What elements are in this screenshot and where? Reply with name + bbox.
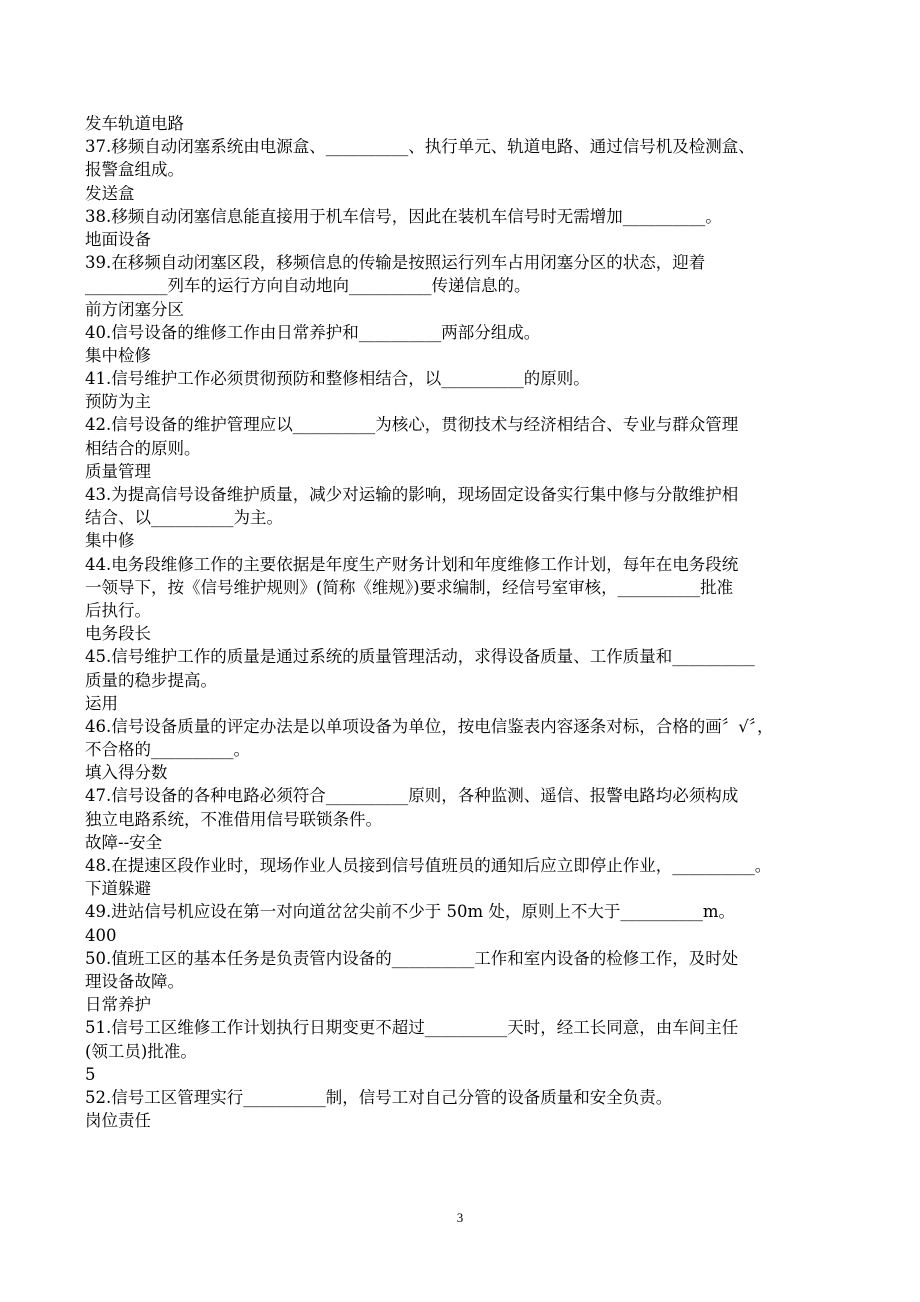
question-text: 一领导下，按《信号维护规则》(简称《维规》)要求编制，经信号室审核，__________批准	[85, 577, 734, 597]
question-text: 46.信号设备质量的评定办法是以单项设备为单位，按电信鉴表内容逐条对标，合格的画〞√〞，	[85, 716, 774, 736]
question-text: 48.在提速区段作业时，现场作业人员接到信号值班员的通知后应立即停止作业，__________。	[85, 856, 772, 875]
question-text: 40.信号设备的维修工作由日常养护和__________两部分组成。	[85, 322, 541, 342]
question-text: 38.移频自动闭塞信息能直接用于机车信号，因此在装机车信号时无需增加__________。	[85, 206, 722, 226]
question-text: 相结合的原则。	[85, 438, 201, 458]
answer-text: 5	[85, 1064, 96, 1084]
answer-text: 集中检修	[85, 345, 151, 365]
question-text: 45.信号维护工作的质量是通过系统的质量管理活动，求得设备质量、工作质量和__________	[85, 647, 755, 667]
question-text: 51.信号工区维修工作计划执行日期变更不超过__________天时，经工长同意，由车间主任	[85, 1018, 739, 1038]
question-text: 52.信号工区管理实行__________制，信号工对自己分管的设备质量和安全负责。	[85, 1087, 673, 1107]
question-text: 质量的稳步提高。	[85, 670, 217, 690]
answer-text: 集中修	[85, 531, 135, 551]
question-text: 42.信号设备的维护管理应以__________为核心，贯彻技术与经济相结合、专业与群众管理	[85, 415, 739, 435]
question-text: 41.信号维护工作必须贯彻预防和整修相结合，以__________的原则。	[85, 369, 590, 389]
question-text: 理设备故障。	[85, 971, 184, 991]
question-text: 43.为提高信号设备维护质量，减少对运输的影响，现场固定设备实行集中修与分散维护相	[85, 485, 739, 504]
answer-text: 岗位责任	[85, 1111, 151, 1131]
document-body	[85, 112, 825, 1132]
question-text: (领工员)批准。	[85, 1041, 197, 1061]
question-text: 39.在移频自动闭塞区段，移频信息的传输是按照运行列车占用闭塞分区的状态，迎着	[85, 253, 706, 273]
answer-text: 电务段长	[85, 624, 151, 644]
question-text: 44.电务段维修工作的主要依据是年度生产财务计划和年度维修工作计划，每年在电务段统	[85, 554, 739, 574]
question-text: 不合格的__________。	[85, 740, 250, 760]
answer-text: 运用	[85, 693, 118, 713]
question-text: 50.值班工区的基本任务是负责管内设备的__________工作和室内设备的检修工作，及时处	[85, 948, 739, 968]
question-text: 37.移频自动闭塞系统由电源盒、__________、执行单元、轨道电路、通过信号机及检测盒、	[85, 137, 755, 157]
answer-text: 发送盒	[85, 183, 135, 203]
answer-text: 地面设备	[85, 229, 151, 249]
question-text: 47.信号设备的各种电路必须符合__________原则，各种监测、遥信、报警电路均必须构成	[85, 786, 739, 806]
question-text: 后执行。	[85, 600, 151, 620]
question-text: 报警盒组成。	[85, 160, 184, 180]
answer-text: 400	[85, 925, 117, 945]
answer-text: 故障--安全	[85, 832, 163, 852]
question-text: 结合、以__________为主。	[85, 508, 283, 528]
question-text: 49.进站信号机应设在第一对向道岔岔尖前不少于 50m 处，原则上不大于__________m。	[85, 902, 736, 922]
page-number: 3	[456, 1210, 464, 1225]
answer-text: 发车轨道电路	[85, 114, 184, 133]
question-text: __________列车的运行方向自动地向__________传递信息的。	[85, 276, 531, 296]
answer-text: 填入得分数	[85, 763, 168, 783]
answer-text: 前方闭塞分区	[85, 299, 184, 319]
answer-text: 质量管理	[85, 461, 151, 481]
answer-text: 下道躲避	[85, 879, 151, 899]
answer-text: 日常养护	[85, 995, 151, 1015]
question-text: 独立电路系统，不准借用信号联锁条件。	[85, 809, 382, 829]
answer-text: 预防为主	[85, 392, 151, 412]
